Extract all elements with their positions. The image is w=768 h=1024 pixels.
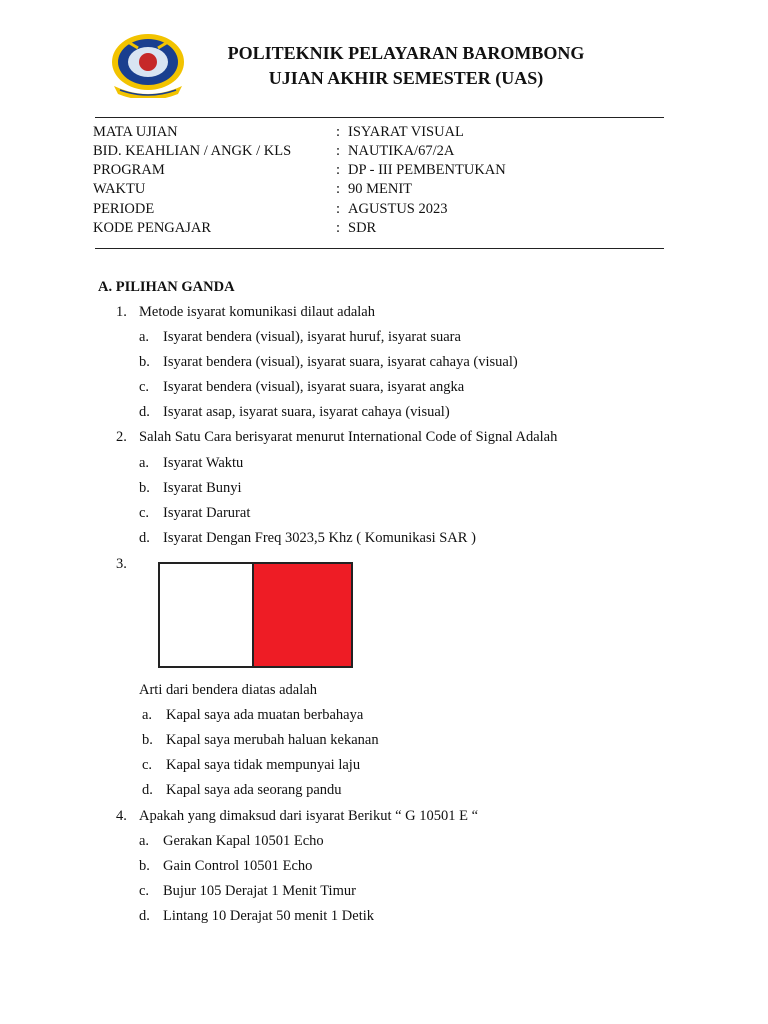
option-text: Isyarat Bunyi	[163, 480, 242, 496]
option-letter: c.	[139, 505, 150, 521]
option-letter: b.	[142, 732, 153, 748]
institution-name: POLITEKNIK PELAYARAN BAROMBONG	[227, 43, 585, 63]
info-label: WAKTU	[93, 181, 146, 197]
option-letter: a.	[139, 833, 150, 849]
option-text: Isyarat Darurat	[163, 505, 251, 521]
option-text: Kapal saya ada muatan berbahaya	[166, 707, 364, 723]
option-text: Isyarat bendera (visual), isyarat huruf, isyarat suara	[163, 329, 461, 345]
exam-title: UJIAN AKHIR SEMESTER (UAS)	[268, 68, 544, 88]
option-letter: d.	[139, 908, 150, 924]
info-value: AGUSTUS 2023	[348, 201, 448, 217]
question-text: Salah Satu Cara berisyarat menurut International Code of Signal Adalah	[139, 429, 558, 445]
info-label: PROGRAM	[93, 162, 165, 178]
question-number: 4.	[116, 808, 127, 824]
info-colon: :	[336, 124, 341, 140]
option-letter: b.	[139, 480, 150, 496]
question-number: 3.	[116, 556, 127, 572]
info-colon: :	[336, 162, 341, 178]
option-letter: c.	[139, 379, 150, 395]
signal-flag	[158, 562, 353, 668]
option-letter: c.	[142, 757, 153, 773]
option-letter: d.	[142, 782, 153, 798]
info-colon: :	[336, 220, 341, 236]
option-text: Isyarat Waktu	[163, 455, 244, 471]
option-text: Gain Control 10501 Echo	[163, 858, 313, 874]
question-number: 1.	[116, 304, 127, 320]
flag-red-half	[254, 564, 351, 666]
option-text: Bujur 105 Derajat 1 Menit Timur	[163, 883, 356, 899]
option-text: Lintang 10 Derajat 50 menit 1 Detik	[163, 908, 375, 924]
info-label: MATA UJIAN	[93, 124, 178, 140]
option-text: Isyarat asap, isyarat suara, isyarat cahaya (visual)	[163, 404, 450, 420]
option-letter: a.	[139, 455, 150, 471]
option-text: Gerakan Kapal 10501 Echo	[163, 833, 324, 849]
option-letter: b.	[139, 354, 150, 370]
question-text: Arti dari bendera diatas adalah	[139, 682, 317, 698]
question-text: Metode isyarat komunikasi dilaut adalah	[139, 304, 375, 320]
option-letter: c.	[139, 883, 150, 899]
option-letter: a.	[142, 707, 153, 723]
info-value: NAUTIKA/67/2A	[348, 143, 455, 159]
info-value: ISYARAT VISUAL	[348, 124, 464, 140]
option-letter: d.	[139, 530, 150, 546]
question-text: Apakah yang dimaksud dari isyarat Berikut “ G 10501 E “	[139, 808, 479, 824]
info-colon: :	[336, 201, 341, 217]
info-divider	[95, 248, 664, 249]
info-colon: :	[336, 143, 341, 159]
institution-emblem-icon	[108, 32, 188, 98]
info-label: BID. KEAHLIAN / ANGK / KLS	[93, 143, 292, 159]
section-title: A. PILIHAN GANDA	[98, 279, 235, 295]
option-letter: d.	[139, 404, 150, 420]
option-text: Isyarat Dengan Freq 3023,5 Khz ( Komunikasi SAR )	[163, 530, 476, 546]
option-text: Kapal saya ada seorang pandu	[166, 782, 342, 798]
info-label: KODE PENGAJAR	[93, 220, 212, 236]
option-text: Isyarat bendera (visual), isyarat suara, isyarat angka	[163, 379, 465, 395]
option-text: Isyarat bendera (visual), isyarat suara, isyarat cahaya (visual)	[163, 354, 518, 370]
option-text: Kapal saya tidak mempunyai laju	[166, 757, 361, 773]
option-text: Kapal saya merubah haluan kekanan	[166, 732, 379, 748]
option-letter: b.	[139, 858, 150, 874]
question-number: 2.	[116, 429, 127, 445]
header-divider	[95, 117, 664, 118]
info-label: PERIODE	[93, 201, 155, 217]
option-letter: a.	[139, 329, 150, 345]
info-value: DP - III PEMBENTUKAN	[348, 162, 506, 178]
info-value: SDR	[348, 220, 377, 236]
info-value: 90 MENIT	[348, 181, 413, 197]
flag-white-half	[160, 564, 254, 666]
info-colon: :	[336, 181, 341, 197]
